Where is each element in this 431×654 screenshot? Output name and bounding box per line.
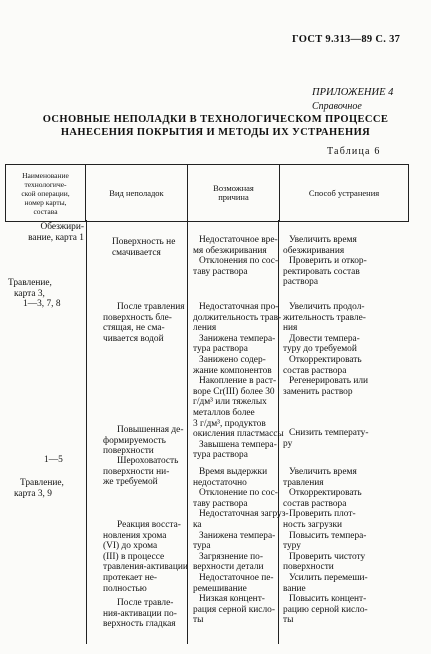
cell-line: мя обезжиривания [193,245,267,256]
cell-line: Повысить концент- [289,594,367,605]
cell-line: Увеличить время [289,467,357,477]
defect-not-wetted [112,237,175,258]
cell-line: Реакция восста- [117,520,181,530]
column-header-line: Наименование [22,170,69,180]
column-header-defect: Вид неполадок [86,165,188,222]
cell-line: Снизить температу- [289,428,369,438]
cell-line: Отклонение по сос- [199,488,278,499]
column-header-line: Возможная [213,183,254,193]
cell-line: Проверить плот- [289,509,356,520]
cell-line: обезжиривания [283,245,345,256]
remedy-block-4 [283,467,368,626]
cell-line: Довести темпера- [289,333,360,344]
cell-line: травления [283,477,324,488]
cell-line: верхность гладкая [103,619,176,630]
operation-etching-1 [6,278,61,310]
document-title-line1: ОСНОВНЫЕ НЕПОЛАДКИ В ТЕХНОЛОГИЧЕСКОМ ПРОЦЕССЕ [42,114,389,125]
cell-line: 1—5 [44,455,63,465]
cell-line: Накопление в раст- [199,376,277,387]
cell-line: Недостаточное вре- [199,235,278,245]
cell-line: Откорректировать [289,354,362,365]
cell-line: рация серной кисло- [193,604,275,615]
cell-line: формируемость [103,435,166,446]
cell-line: жительность травле- [283,312,366,323]
cell-line: После травления [117,302,185,312]
column-divider [86,220,87,644]
cell-line: ния [283,323,298,334]
cell-line: поверхности [103,446,154,457]
cell-line: Занижена темпера- [199,530,276,541]
cell-line: новления хрома [103,530,167,541]
cell-line: жание компонентов [193,365,272,376]
cell-line: ремешивание [193,583,247,594]
cell-line: ру [283,438,293,449]
cause-block-2 [193,302,284,461]
cell-line: Недостаточное пе- [199,572,274,583]
column-header-line: состава [33,206,58,216]
cell-line: карта 3, 9 [14,488,52,499]
cell-line: таву раствора [193,266,248,277]
cell-line: Загрязнение по- [199,551,263,562]
operation-range-1-5 [44,455,63,466]
cell-line: г/дм³ или тяжелых [193,397,267,408]
cell-line: Обезжири- [40,222,84,232]
defect-shiny-surface [103,302,185,344]
cell-line: 1—3, 7, 8 [23,299,61,310]
cell-line: Недостаточная про- [199,302,279,312]
cell-line: недостаточно [193,477,247,488]
cell-line: Завышена темпера- [199,439,277,450]
cell-line: чивается водой [103,333,164,344]
cell-line: ты [283,615,294,626]
cell-line: Недостаточная загруз- [199,509,289,520]
remedy-block-3 [283,428,368,449]
cell-line: тура [193,541,211,552]
cell-line: должительность трав- [193,312,282,323]
table-header [5,164,409,222]
cell-line: рацию серной кисло- [283,604,368,615]
remedy-block-2 [283,302,368,397]
cell-line: металлов более [193,407,255,418]
cell-line: ния-активации по- [103,608,177,619]
cell-line: Время выдержки [199,467,268,477]
defect-deformability [103,425,183,457]
cell-line: Повысить темпера- [289,530,367,541]
cause-block-3 [193,467,289,626]
cell-line: Усилить перемеши- [289,572,368,583]
cell-line: Увеличить время [289,235,357,245]
cell-line: верхности детали [193,562,264,573]
cell-line: полностью [103,583,147,594]
cell-line: Повышенная де- [117,425,184,435]
cell-line: протекает не- [103,572,158,583]
defect-roughness [103,456,178,488]
cell-line: 3 г/дм³, продуктов [193,418,266,429]
defect-smooth-surface [103,598,177,630]
cell-line: поверхности ни- [103,466,170,477]
column-header-line: ской операции, [21,188,70,198]
cell-line: ректировать состав [283,266,360,277]
table-label: Таблица 6 [327,146,381,157]
cell-line: воре Cr(III) более 30 [193,386,275,397]
cell-line: вание, карта 1 [28,232,84,243]
cell-line: Откорректировать [289,488,362,499]
cell-line: вание [283,583,306,594]
cell-line: ления [193,323,217,334]
cause-block-1 [193,235,278,277]
cell-line: Шероховатость [117,456,179,466]
cell-line: смачивается [112,247,161,258]
cell-line: После травле- [117,598,174,608]
column-header-line: номер карты, [24,197,67,207]
cell-line: тура раствора [193,450,248,461]
cell-line: поверхности [283,562,334,573]
cell-line: поверхность бле- [103,312,172,323]
cell-line: Травление, [20,478,64,488]
document-title-line2: НАНЕСЕНИЯ ПОКРЫТИЯ И МЕТОДЫ ИХ УСТРАНЕНИЯ [60,127,371,138]
column-header-line: технологиче- [24,179,67,189]
cell-line: Низкая концент- [199,594,265,605]
column-header-operation [6,165,86,222]
defect-chrome-reduction [103,520,188,594]
cell-line: Занижено содер- [199,354,266,365]
remedy-block-1 [283,235,367,288]
cell-line: Отклонения по сос- [199,256,279,267]
cell-line: Занижена темпера- [199,333,276,344]
cell-line: Проверить чистоту [289,551,366,562]
cell-line: травления-активации [103,562,188,573]
cell-line: Травление, [8,278,52,288]
standard-header: ГОСТ 9.313—89 С. 37 [292,34,401,45]
cell-line: карта 3, [14,288,45,299]
cell-line: туру [283,541,301,552]
cell-line: Регенерировать или [289,376,369,387]
cell-line: таву раствора [193,498,248,509]
appendix-type: Справочное [312,101,362,112]
cell-line: стящая, не сма- [103,323,165,334]
cell-line: окисления пластмассы [193,429,284,440]
cell-line: состав раствора [283,365,347,376]
column-header-cause [188,165,280,222]
cell-line: ты [193,615,204,626]
cell-line: (III) в процессе [103,551,165,562]
appendix-label: ПРИЛОЖЕНИЕ 4 [312,87,394,98]
cell-line: Увеличить продол- [289,302,365,312]
cell-line: Проверить и откор- [289,256,367,267]
operation-degreasing [6,222,84,243]
column-header-remedy: Способ устранения [280,165,409,222]
cell-line: ка [193,519,202,530]
cell-line: тура раствора [193,344,248,355]
column-header-line: причина [218,192,249,202]
cell-line: же требуемой [103,477,158,488]
cell-line: раствора [283,277,319,288]
cell-line: заменить раствор [283,386,353,397]
operation-etching-2 [6,478,64,499]
cell-line: состав раствора [283,498,347,509]
cell-line: туру до требуемой [283,344,357,355]
cell-line: (VI) до хрома [103,541,158,552]
cell-line: ность загрузки [283,519,343,530]
cell-line: Поверхность не [112,237,176,247]
